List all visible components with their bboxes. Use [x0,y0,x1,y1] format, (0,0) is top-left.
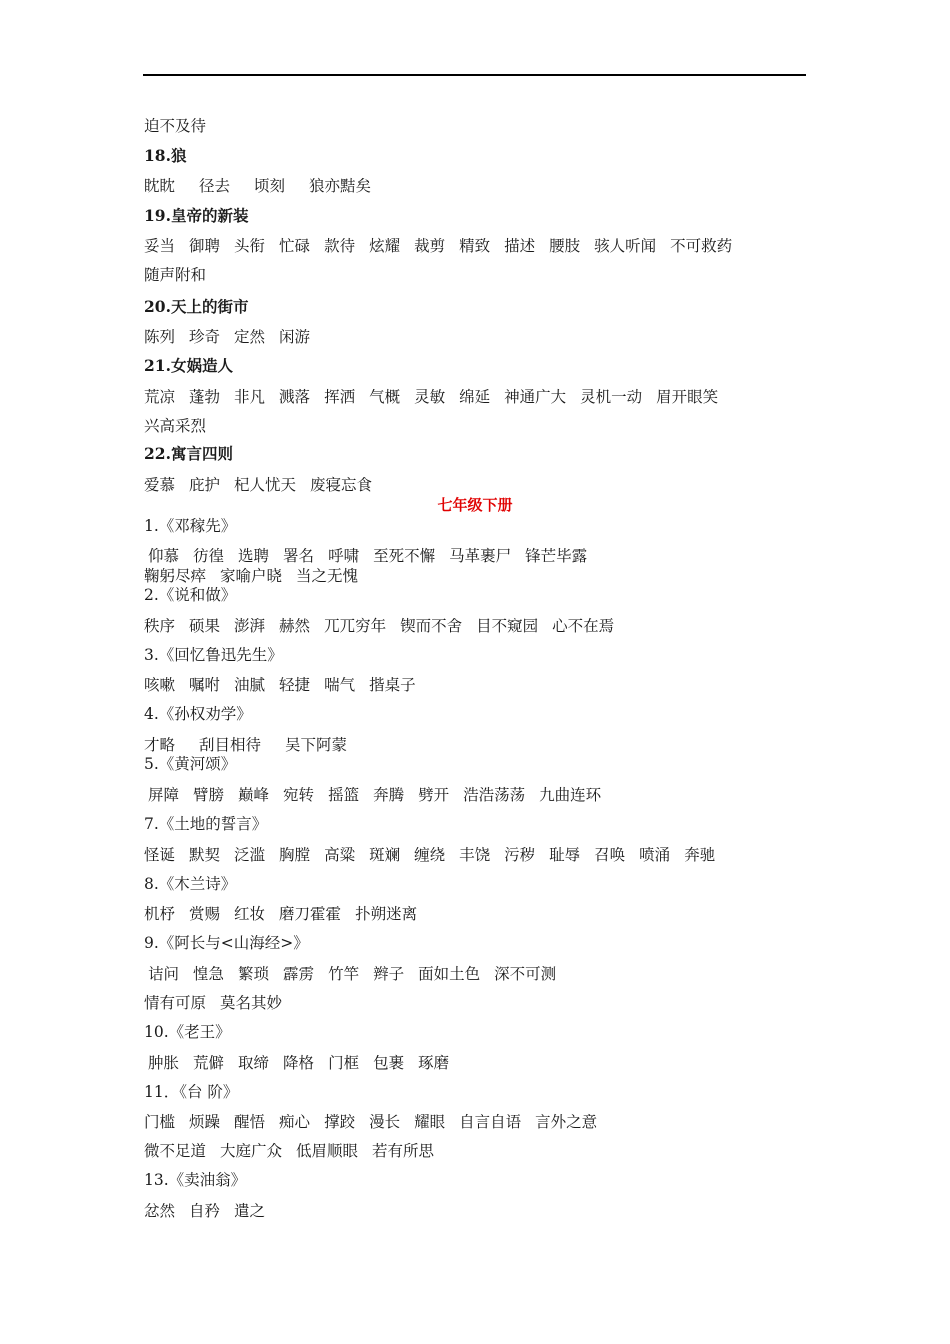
vocab-term: 琢磨 [418,1054,450,1072]
vocab-term: 选聘 [238,547,270,565]
text-line: 随声附和 [144,266,207,284]
vocab-term: 马革裹尸 [449,547,512,565]
vocab-term: 大庭广众 [220,1142,283,1160]
vocab-term: 胸膛 [279,846,311,864]
vocab-term: 轻捷 [279,676,311,694]
term-line [144,176,814,196]
vocab-term: 荒凉 [144,388,176,406]
term-line [144,675,814,695]
vocab-term: 降格 [283,1054,315,1072]
vocab-term: 深不可测 [494,965,557,983]
vocab-term: 裁剪 [414,237,446,255]
vocab-term: 杞人忧天 [234,476,297,494]
vocab-term: 红妆 [234,905,266,923]
vocab-term: 磨刀霍霍 [279,905,342,923]
vocab-term: 情有可原 [144,994,207,1012]
vocab-term: 庇护 [189,476,221,494]
lesson-heading: 5.《黄河颂》 [144,755,237,773]
lesson-heading: 13.《卖油翁》 [144,1171,247,1189]
vocab-term: 灵机一动 [580,388,643,406]
vocab-term: 精致 [459,237,491,255]
vocab-term: 屏障 [148,786,180,804]
term-line [148,546,818,566]
lesson-heading: 18.狼 [144,146,187,165]
vocab-term: 绵延 [459,388,491,406]
vocab-term: 锋芒毕露 [525,547,588,565]
vocab-term: 定然 [234,328,266,346]
lesson-heading: 8.《木兰诗》 [144,875,237,893]
vocab-term: 痴心 [279,1113,311,1131]
term-line [144,566,814,586]
vocab-term: 丰饶 [459,846,491,864]
vocab-term: 忙碌 [279,237,311,255]
term-line [148,785,818,805]
vocab-term: 扑朔迷离 [355,905,418,923]
vocab-term: 眉开眼笑 [656,388,719,406]
vocab-term: 锲而不舍 [400,617,463,635]
vocab-term: 炫耀 [369,237,401,255]
vocab-term: 御聘 [189,237,221,255]
vocab-term: 取缔 [238,1054,270,1072]
vocab-term: 自矜 [189,1202,221,1220]
vocab-term: 兀兀穷年 [324,617,387,635]
vocab-term: 若有所思 [372,1142,435,1160]
term-line [144,1112,814,1132]
vocab-term: 漫长 [369,1113,401,1131]
vocab-term: 刮目相待 [199,736,262,754]
vocab-term: 荒僻 [193,1054,225,1072]
vocab-term: 高粱 [324,846,356,864]
vocab-term: 莫名其妙 [220,994,283,1012]
vocab-term: 骇人听闻 [594,237,657,255]
vocab-term: 摇篮 [328,786,360,804]
vocab-term: 低眉顺眼 [296,1142,359,1160]
vocab-term: 咳嗽 [144,676,176,694]
vocab-term: 缠绕 [414,846,446,864]
vocab-term: 彷徨 [193,547,225,565]
vocab-term: 撑跤 [324,1113,356,1131]
vocab-term: 才略 [144,736,176,754]
vocab-term: 烦躁 [189,1113,221,1131]
vocab-term: 不可救药 [670,237,733,255]
term-line [144,1201,814,1221]
vocab-term: 惶急 [193,965,225,983]
term-line [144,475,814,495]
vocab-term: 臂膀 [193,786,225,804]
vocab-term: 仰慕 [148,547,180,565]
vocab-term: 面如土色 [418,965,481,983]
vocab-term: 款待 [324,237,356,255]
lesson-heading: 22.寓言四则 [144,444,233,463]
vocab-term: 默契 [189,846,221,864]
vocab-term: 诘问 [148,965,180,983]
vocab-term: 至死不懈 [373,547,436,565]
lesson-heading: 19.皇帝的新装 [144,206,249,225]
vocab-term: 肿胀 [148,1054,180,1072]
vocab-term: 心不在焉 [552,617,615,635]
vocab-term: 遣之 [234,1202,266,1220]
vocab-term: 霹雳 [283,965,315,983]
vocab-term: 非凡 [234,388,266,406]
lesson-heading: 11．《台 阶》 [144,1083,239,1101]
vocab-term: 署名 [283,547,315,565]
vocab-term: 灵敏 [414,388,446,406]
vocab-term: 耀眼 [414,1113,446,1131]
vocab-term: 呼啸 [328,547,360,565]
vocab-term: 吴下阿蒙 [285,736,348,754]
vocab-term: 描述 [504,237,536,255]
vocab-term: 家喻户晓 [220,567,283,585]
vocab-term: 繁琐 [238,965,270,983]
vocab-term: 溅落 [279,388,311,406]
vocab-term: 赫然 [279,617,311,635]
vocab-term: 忿然 [144,1202,176,1220]
vocab-term: 神通广大 [504,388,567,406]
vocab-term: 硕果 [189,617,221,635]
term-line [148,964,818,984]
vocab-term: 污秽 [504,846,536,864]
vocab-term: 顷刻 [254,177,286,195]
vocab-term: 陈列 [144,328,176,346]
vocab-term: 自言自语 [459,1113,522,1131]
vocab-term: 浩浩荡荡 [463,786,526,804]
section-title: 七年级下册 [437,496,513,514]
vocab-term: 宛转 [283,786,315,804]
vocab-term: 包裹 [373,1054,405,1072]
lesson-heading: 2.《说和做》 [144,586,237,604]
text-line: 兴高采烈 [144,417,207,435]
vocab-term: 言外之意 [535,1113,598,1131]
term-line [144,327,814,347]
vocab-term: 挥洒 [324,388,356,406]
lesson-heading: 9.《阿长与<山海经>》 [144,934,309,952]
vocab-term: 奔驰 [684,846,716,864]
term-line [144,616,814,636]
vocab-term: 腰肢 [549,237,581,255]
vocab-term: 奔腾 [373,786,405,804]
vocab-term: 眈眈 [144,177,176,195]
term-line [144,845,814,865]
vocab-term: 当之无愧 [296,567,359,585]
vocab-term: 巅峰 [238,786,270,804]
vocab-term: 秩序 [144,617,176,635]
vocab-term: 珍奇 [189,328,221,346]
vocab-term: 废寝忘食 [310,476,373,494]
vocab-term: 赏赐 [189,905,221,923]
lesson-heading: 4.《孙权劝学》 [144,705,252,723]
lesson-heading: 10.《老王》 [144,1023,231,1041]
vocab-term: 门框 [328,1054,360,1072]
header-rule [143,74,806,76]
term-line [148,1053,818,1073]
vocab-term: 头衔 [234,237,266,255]
vocab-term: 油腻 [234,676,266,694]
vocab-term: 竹竿 [328,965,360,983]
term-line [144,236,814,256]
vocab-term: 辫子 [373,965,405,983]
term-line [144,993,814,1013]
vocab-term: 气概 [369,388,401,406]
vocab-term: 微不足道 [144,1142,207,1160]
lesson-heading: 20.天上的街市 [144,297,249,316]
vocab-term: 斑斓 [369,846,401,864]
term-line [144,904,814,924]
vocab-term: 鞠躬尽瘁 [144,567,207,585]
lesson-heading: 21.女娲造人 [144,356,233,375]
vocab-term: 蓬勃 [189,388,221,406]
vocab-term: 妥当 [144,237,176,255]
vocab-term: 径去 [199,177,231,195]
vocab-term: 澎湃 [234,617,266,635]
lesson-heading: 7.《土地的誓言》 [144,815,268,833]
term-line [144,735,814,755]
term-line [144,387,814,407]
vocab-term: 门槛 [144,1113,176,1131]
vocab-term: 怪诞 [144,846,176,864]
vocab-term: 召唤 [594,846,626,864]
vocab-term: 醒悟 [234,1113,266,1131]
term-line [144,1141,814,1161]
vocab-term: 狼亦黠矣 [309,177,372,195]
vocab-term: 机杼 [144,905,176,923]
vocab-term: 耻辱 [549,846,581,864]
vocab-term: 揩桌子 [369,676,416,694]
vocab-term: 喷涌 [639,846,671,864]
vocab-term: 嘱咐 [189,676,221,694]
lesson-heading: 1.《邓稼先》 [144,517,237,535]
vocab-term: 劈开 [418,786,450,804]
vocab-term: 目不窥园 [476,617,539,635]
vocab-term: 泛滥 [234,846,266,864]
text-line: 迫不及待 [144,117,207,135]
vocab-term: 喘气 [324,676,356,694]
lesson-heading: 3.《回忆鲁迅先生》 [144,646,283,664]
vocab-term: 九曲连环 [539,786,602,804]
vocab-term: 闲游 [279,328,311,346]
vocab-term: 爱慕 [144,476,176,494]
